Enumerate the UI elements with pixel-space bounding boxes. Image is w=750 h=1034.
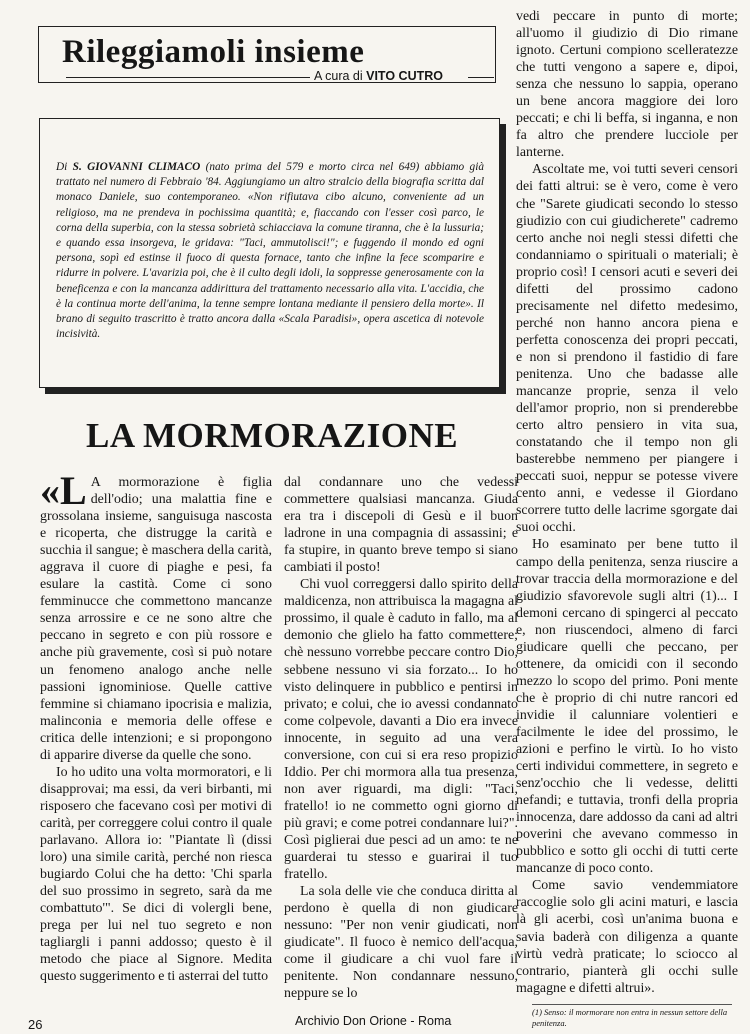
footnote: (1) Senso: il mormorare non entra in nessun settore della penitenza. [532,1007,728,1028]
intro-author: S. GIOVANNI CLIMACO [72,161,201,173]
col1-p1-text: A mormorazione è figlia dell'odio; una malattia fine e grossolana insieme, sanguisuga nascosta e ricoperta, che distrugge la carità e succhia il sangue; è maschera della carità, aggrava il cuore di piaghe e pesi, fa esulare la castità. Come ci sono femminucce che commettono mancanze senza arrossire e ce ne sono altre che peccano in segreto e con più rossore e anche più gravemente, così si può notare un fenomeno analogo anche nelle passioni ignominiose. Quelle cattive femmine si chiamano ipocrisia e malizia, malinconia e memoria delle offese e critica delle intenzioni; e si propongono di apparire diverse da quelle che sono. [40,475,272,763]
col1-paragraph-2: Io ho udito una volta mormoratori, e li disapprovai; ma essi, da veri birbanti, mi risposero che facevano così per motivi di carità, per correggere colui contro il quale parlavano. Allora io: "Piantate lì (dissi loro) una simile carità, perché non riesca bugiardo Colui che ha detto: 'Chi sparla del suo prossimo in segreto, sarà da me combattuto'". Se dici di volergli bene, prega per lui nel tuo segreto e non tagliargli i panni addosso; questo è il metodo che piace al Signore. Medita questo suggerimento e ti asterrai del tutto [40,764,272,985]
col2-paragraph-3: La sola delle vie che conduca diritta al perdono è quella di non giudicare nessuno: "Per non venir giudicati, non giudicate". Il fuoco è nemico dell'acqua, come il giudicare a chi vuol fare il penitente. Non condannare nessuno, neppure se lo [284,884,518,1002]
intro-body: (nato prima del 579 e morto circa nel 649) abbiamo già trattato nel numero di Febbraio '84. Aggiungiamo un altro stralcio della biografia scritta dal monaco Daniele, suo contemporaneo. «Non rifiutava cibo alcuno, conveniente ad un religioso, ma ne prendeva in pochissima quantità; e, fiaccando con l'esser così parco, le corna della superbia, con la stessa sobrietà schiacciava la comune tiranna, che è la lussuria; e quando essa insorgeva, le gridava: "Taci, ammutolisci!"; e fuggendo il mondo ed ogni persona, sopì ed estinse il fuoco di questa fornace, tanto che infine la fece scomparire e ridurre in polvere. L'avarizia poi, che è il culto degli idoli, la soppresse generosamente con la beneficenza e con la mancanza addirittura del trattamento necessario alla vita. L'accidia, che è la continua morte dell'anima, la tenne sempre lontana mediante il pensiero della morte». Il brano di seguito trascritto è tratto ancora dalla «Scala Paradisi», opera ascetica di notevole incisività. [56,161,484,341]
header-rule-right [468,77,494,78]
column-3 [516,8,738,997]
col2-paragraph-2: Chi vuol correggersi dallo spirito della maldicenza, non attribuisca la magagna al prossimo, il quale è caduto in fallo, ma al demonio che glielo ha fatto commettere; chè nessuno vorrebbe peccare contro Dio, sebbene nessuno vi sia forzato... Io ho visto delinquere in pubblico e pentirsi in privato; e colui, che io avessi condannato come colpevole, davanti a Dio era invece innocente, in seguito ad una vera conversione, con cui si era reso propizio Iddio. Per chi mormora alla tua presenza, non aver riguardi, ma digli: "Taci, fratello! io ne commetto ogni giorno di più gravi; e come potrei condannare lui?". Così piglierai due pesci ad un amo: te ne guarderai tu stesso e guarirai il tuo fratello. [284,577,518,883]
curator-name: VITO CUTRO [366,69,443,83]
col3-paragraph-4: Come savio vendemmiatore raccoglie solo gli acini maturi, e lascia là gli acerbi, così un'anima buona e savia baderà con diligenza a quante virtù vedrà praticate; lo sciocco al contrario, pianterà gli occhi sulle magagne e difetti altrui». [516,878,738,996]
col2-paragraph-1: dal condannare uno che vedessi commettere qualsiasi mancanza. Giuda era tra i discepoli di Gesù e il buon ladrone in una compagnia di assassini; e fa stupire, in quanto breve tempo si siano cambiati il posto! [284,475,518,576]
archive-credit: Archivio Don Orione - Roma [295,1014,452,1028]
article-title: LA MORMORAZIONE [86,416,459,455]
column-title: Rileggiamoli insieme [62,34,365,70]
col3-paragraph-1: vedi peccare in punto di morte; all'uomo il giudizio di Dio rimane ignoto. Certuni compiono scelleratezze che tutti vengono a sapere e, dipoi, senza che nessuno lo sappia, operano un bene ancora maggiore dei loro peccati; e chi li beffa, si inganna, e non fa altro che prendere lucciole per lanterne. [516,9,738,161]
curator-prefix: A cura di [314,69,363,83]
curator-credit [314,70,443,83]
col3-paragraph-3: Ho esaminato per bene tutto il campo della penitenza, senza riuscire a trovar traccia della mormorazione e del giudizio sfavorevole sugli altri (1)... I demoni cercano di spingerci al peccato e, non riuscendoci, almeno di farci giudicare quelli che peccano, per ottenere, da omicidi con il secondo mezzo lo scopo del primo. Poni mente che è proprio di chi nutre rancori ed invidie il calunniare volentieri e facilmente le idee del prossimo, le azioni e perfino le virtù. Io ho visto certi individui commettere, in segreto e senz'occhio che li vedesse, delitti nefandi; e tuttavia, tronfi della propria innocenza, dare addosso da cani ad altri poverini che avevano commesso in pubblico e sotto gli occhi di tutti certe mancanze di poco conto. [516,537,738,877]
intro-text: Di S. GIOVANNI CLIMACO (nato prima del 579 e morto circa nel 649) abbiamo già trattato nel numero di Febbraio '84. Aggiungiamo un altro stralcio della biografia scritta dal monaco Daniele, suo contemporaneo. «Non rifiutava cibo alcuno, conveniente ad un religioso, ma ne prendeva in pochissima quantità; e, fiaccando con l'esser così parco, le corna della superbia, con la stessa sobrietà schiacciava la comune tiranna, che è la lussuria; e quando essa insorgeva, le gridava: "Taci, ammutolisci!"; e fuggendo il mondo ed ogni persona, sopì ed estinse il fuoco di questa fornace, tanto che infine la fece scomparire e ridurre in polvere. L'avarizia poi, che è il culto degli idoli, la soppresse generosamente con la beneficenza e con la mancanza addirittura del trattamento necessario alla vita. L'accidia, che è la continua morte dell'anima, la tenne sempre lontana mediante il pensiero della morte». Il brano di seguito trascritto è tratto ancora dalla «Scala Paradisi», opera ascetica di notevole incisività. [56,161,484,341]
col3-paragraph-2: Ascoltate me, voi tutti severi censori dei fatti altrui: se è vero, come è vero che "Sarete giudicati secondo lo stesso giudizio con cui giudicherete" cadremo certo anche noi negli stessi difetti che condanniamo o spirituali o materiali; è proprio così! I censori acuti e severi dei difetti del prossimo cadono precisamente nel difetto medesimo, perché non hanno ancora piena e perfetta conoscenza dei propri peccati, e non si prendono il fastidio di fare penitenza. Uno che badasse alle mancanze proprie, senza il velo dell'amor proprio, non si prenderebbe certo altro pensiero in vita sua, constatando che il tempo non gli basterebbe nemmeno per piangere i peccati suoi, neppur se potesse vivere cento anni, e vedesse il Giordano scorrere tutto delle lacrime sgorgate dai suoi occhi. [516,162,738,536]
drop-cap: «L [40,468,87,513]
page-number: 26 [28,1017,43,1032]
column-1 [40,468,272,985]
footnote-rule [532,1004,732,1005]
header-rule-left [66,77,310,78]
column-2 [284,474,518,1002]
col1-paragraph-1 [40,468,272,764]
